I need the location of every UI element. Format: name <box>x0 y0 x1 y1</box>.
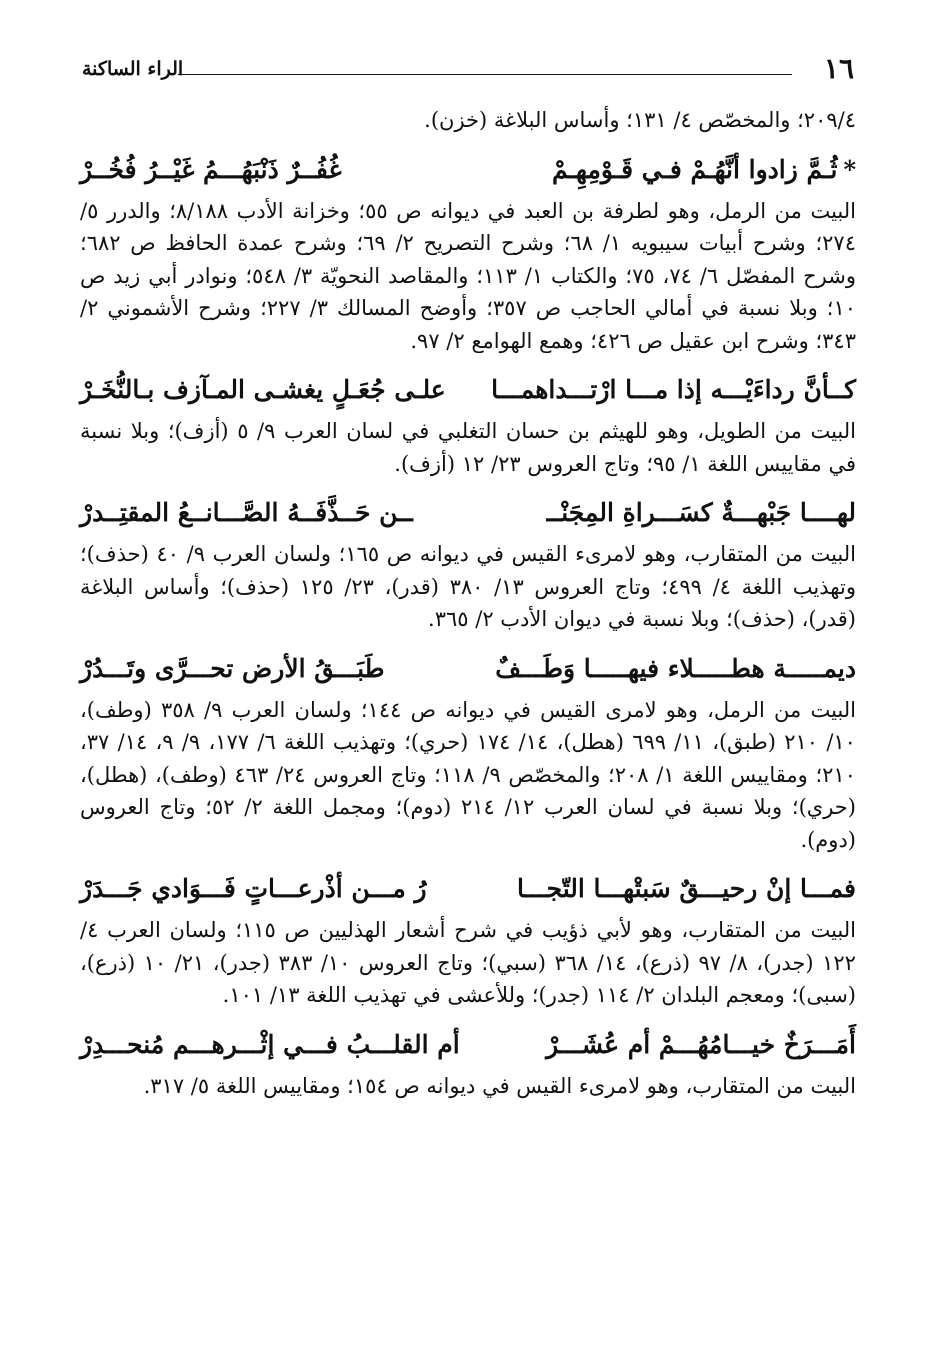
page-number: ١٦ <box>823 52 854 85</box>
verse-entry-2 <box>80 369 856 480</box>
hemistich-first: أَمَـــرَخٌ خيـــامُهُـــمْ أم عُشَـــرْ <box>546 1029 856 1059</box>
verse-entry-6 <box>80 1024 856 1103</box>
verse-line <box>80 369 856 411</box>
hemistich-first: كــأنَّ رداءَيْـــه إذا مـــا ارْتـــداهمـــا <box>491 375 856 404</box>
hemistich-first: ثُـمَّ زادوا أنَّهُـمْ فـي قَـوْمِهِـمْ <box>551 154 838 184</box>
hemistich-second: غُفُــرٌ ذَنْبَهُـــمُ غَيْــرُ فُخُــرْ <box>80 154 342 184</box>
verse-entry-5 <box>80 868 856 1012</box>
hemistich-second: أم القلـــبُ فـــي إثْـــرهـــم مُنحـــدِرْ <box>80 1029 460 1059</box>
verse-commentary: البيت من الرمل، وهو لطرفة بن العبد في ديوانه ص ٥٥؛ وخزانة الأدب ٨/١٨٨؛ والدرر ٥/ ٢٧٤؛ وشرح أبيات سيبويه ١/ ٦٨؛ وشرح التصريح ٢/ ٦٩؛ وشرح عمدة الحافظ ص ٦٨٢؛ وشرح المفصّل ٦/ ٧٤، ٧٥؛ والكتاب ١/ ١١٣؛ والمقاصد النحويّة ٣/ ٥٤٨؛ ونوادر أبي زيد ص ١٠؛ وبلا نسبة في أمالي الحاجب ص ٣٥٧؛ وأوضح المسالك ٣/ ٢٢٧؛ وشرح الأشموني ٢/ ٣٤٣؛ وشرح ابن عقيل ص ٤٢٦؛ وهمع الهوامع ٢/ ٩٧. <box>80 198 856 353</box>
asterisk-marker: * <box>843 154 856 184</box>
hemistich-second: علـى جُعَـلٍ يغشـى المـآزف بـالنُّخَـرْ <box>80 375 446 404</box>
verse-entry-1 <box>80 149 856 358</box>
verse-commentary: البيت من الرمل، وهو لامرى القيس في ديوانه ص ١٤٤؛ ولسان العرب ٩/ ٣٥٨ (وطف)، ١٠/ ٢١٠ (طبق)، ١١/ ٦٩٩ (هطل)، ١٤/ ١٧٤ (حري)؛ وتهذيب اللغة ٦/ ١٧٧، ٩/ ٩، ١٤/ ٣٧، ٢١٠؛ ومقاييس اللغة ١/ ٢٠٨؛ والمخصّص ٩/ ١١٨؛ وتاج العروس ٢٤/ ٤٦٣ (وطف)، (هطل)، (حري)؛ وبلا نسبة في لسان العرب ١٢/ ٢١٤ (دوم)؛ ومجمل اللغة ٢/ ٥٢؛ وتاج العروس (دوم). <box>80 697 857 852</box>
hemistich-first: ديمـــــة هطـــــلاء فيهـــــا وَطَـــفٌ <box>495 653 856 683</box>
hemistich-second: رُ مـــن أذْرعـــاتٍ فَـــوَادي جَـــدَرْ <box>80 874 427 903</box>
hemistich-first: فمـــا إنْ رحيـــقٌ سَبتْهـــا التّجـــا <box>517 874 856 903</box>
verse-line <box>80 492 856 534</box>
verse-commentary: البيت من المتقارب، وهو لامرىء القيس في ديوانه ص ١٦٥؛ ولسان العرب ٩/ ٤٠ (حذف)؛ وتهذيب اللغة ٤/ ٤٩٩؛ وتاج العروس ١٣/ ٣٨٠ (قدر)، ٢٣/ ١٢٥ (حذف)؛ وأساس البلاغة (قدر)، (حذف)؛ وبلا نسبة في ديوان الأدب ٢/ ٣٦٥. <box>80 542 856 631</box>
verse-entry-3 <box>80 492 856 636</box>
hemistich-second: ــن حَــذَّفَــهُ الصَّـــانــعُ المقتِــدرْ <box>80 498 413 527</box>
verse-entry-4 <box>80 648 856 857</box>
verse-line <box>80 648 856 690</box>
hemistich-second: طَبَـــقُ الأرض تحـــرَّى وتَـــدُرْ <box>80 653 385 683</box>
verse-commentary: البيت من المتقارب، وهو لامرىء القيس في ديوانه ص ١٥٤؛ ومقاييس اللغة ٥/ ٣١٧. <box>143 1073 856 1098</box>
running-title: الراء الساكنة <box>82 58 184 80</box>
intro-text: ٢٠٩/٤؛ والمخصّص ٤/ ١٣١؛ وأساس البلاغة (خزن). <box>424 108 856 132</box>
page-header <box>82 52 854 92</box>
verse-commentary: البيت من الطويل، وهو للهيثم بن حسان التغلبي في لسان العرب ٩/ ٥ (أزف)؛ وبلا نسبة في مقاييس اللغة ١/ ٩٥؛ وتاج العروس ٢٣/ ١٢ (أزف). <box>80 419 856 476</box>
hemistich-first: لهــــا جَبْهـــةٌ كسَـــراةِ المِجَنْــ <box>546 498 856 527</box>
page-content <box>80 104 856 1102</box>
verse-line <box>80 149 856 191</box>
verse-commentary: البيت من المتقارب، وهو لأبي ذؤيب في شرح أشعار الهذليين ص ١١٥؛ ولسان العرب ٤/ ١٢٢ (جدر)، ٨/ ٩٧ (ذرع)، ١٤/ ٣٦٨ (سبي)؛ وتاج العروس ١٠/ ٣٨٣ (جدر)، ٢١/ ١٠ (ذرع)، (سبى)؛ ومعجم البلدان ٢/ ١١٤ (جدر)؛ وللأعشى في تهذيب اللغة ١٣/ ١٠١. <box>80 918 856 1007</box>
verse-line <box>80 868 856 910</box>
header-rule <box>178 74 792 75</box>
verse-line <box>80 1024 856 1066</box>
